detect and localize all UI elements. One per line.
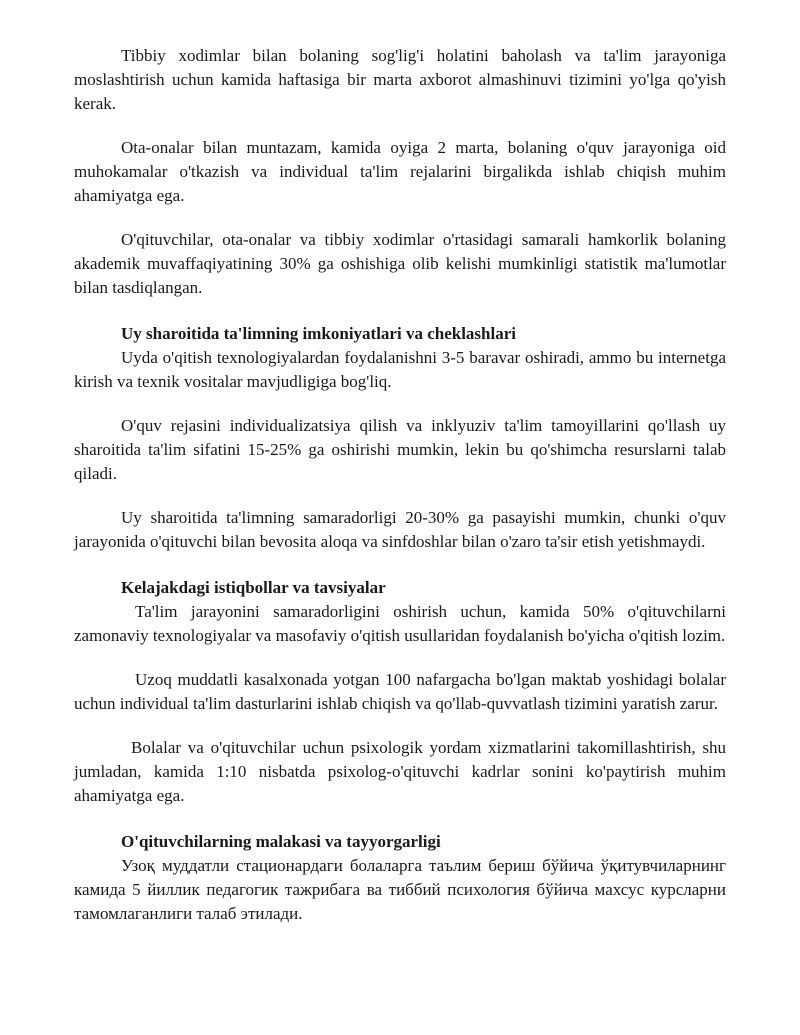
section-heading-future-prospects: Kelajakdagi istiqbollar va tavsiyalar <box>121 578 386 597</box>
paragraph-psychological-support: Bolalar va o'qituvchilar uchun psixologik yordam xizmatlarini takomillashtirish, shu jumladan, kamida 1:10 nisbatda psixolog-o'qituvchi kadrlar sonini ko'paytirish muhim ahamiyatga ega. <box>74 738 726 805</box>
paragraph-teacher-training: Ta'lim jarayonini samaradorligini oshirish uchun, kamida 50% o'qituvchilarni zamonaviy texnologiyalar va masofaviy o'qitish usullaridan foydalanish bo'yicha o'qitish lozim. <box>74 602 726 645</box>
paragraph-home-technology: Uyda o'qitish texnologiyalardan foydalanishni 3-5 baravar oshiradi, ammo bu internetga kirish va texnik vositalar mavjudligiga bog'liq. <box>74 348 726 391</box>
paragraph-efficiency-decline: Uy sharoitida ta'limning samaradorligi 20-30% ga pasayishi mumkin, chunki o'quv jarayonida o'qituvchi bilan bevosita aloqa va sinfdoshlar bilan o'zaro ta'sir etish yetishmaydi. <box>74 508 726 551</box>
section-heading-home-learning: Uy sharoitida ta'limning imkoniyatlari va cheklashlari <box>121 324 516 343</box>
section-heading-teacher-qualification: O'qituvchilarning malakasi va tayyorgarligi <box>121 832 441 851</box>
paragraph-teacher-requirements: Узоқ муддатли стационардаги болаларга таълим бериш бўйича ўқитувчиларнинг камида 5 йиллик педагогик тажрибага ва тиббий психология бўйича махсус курсларни тамомлаганлиги талаб этилади. <box>74 856 726 923</box>
paragraph-individualization: O'quv rejasini individualizatsiya qilish va inklyuziv ta'lim tamoyillarini qo'llash uy sharoitida ta'lim sifatini 15-25% ga oshirishi mumkin, lekin bu qo'shimcha resurslarni talab qiladi. <box>74 416 726 483</box>
paragraph-parents: Ota-onalar bilan muntazam, kamida oyiga 2 marta, bolaning o'quv jarayoniga oid muhokamalar o'tkazish va individual ta'lim rejalarini birgalikda ishlab chiqish muhim ahamiyatga ega. <box>74 138 726 205</box>
paragraph-hospital-programs: Uzoq muddatli kasalxonada yotgan 100 nafargacha bo'lgan maktab yoshidagi bolalar uchun individual ta'lim dasturlarini ishlab chiqish va qo'llab-quvvatlash tizimini yaratish zarur. <box>74 670 726 713</box>
paragraph-cooperation: O'qituvchilar, ota-onalar va tibbiy xodimlar o'rtasidagi samarali hamkorlik bolaning akademik muvaffaqiyatining 30% ga oshishiga olib kelishi mumkinligi statistik ma'lumotlar bilan tasdiqlangan. <box>74 230 726 297</box>
paragraph-medical-staff: Tibbiy xodimlar bilan bolaning sog'lig'i holatini baholash va ta'lim jarayoniga moslashtirish uchun kamida haftasiga bir marta axborot almashinuvi tizimini yo'lga qo'yish kerak. <box>74 46 726 113</box>
